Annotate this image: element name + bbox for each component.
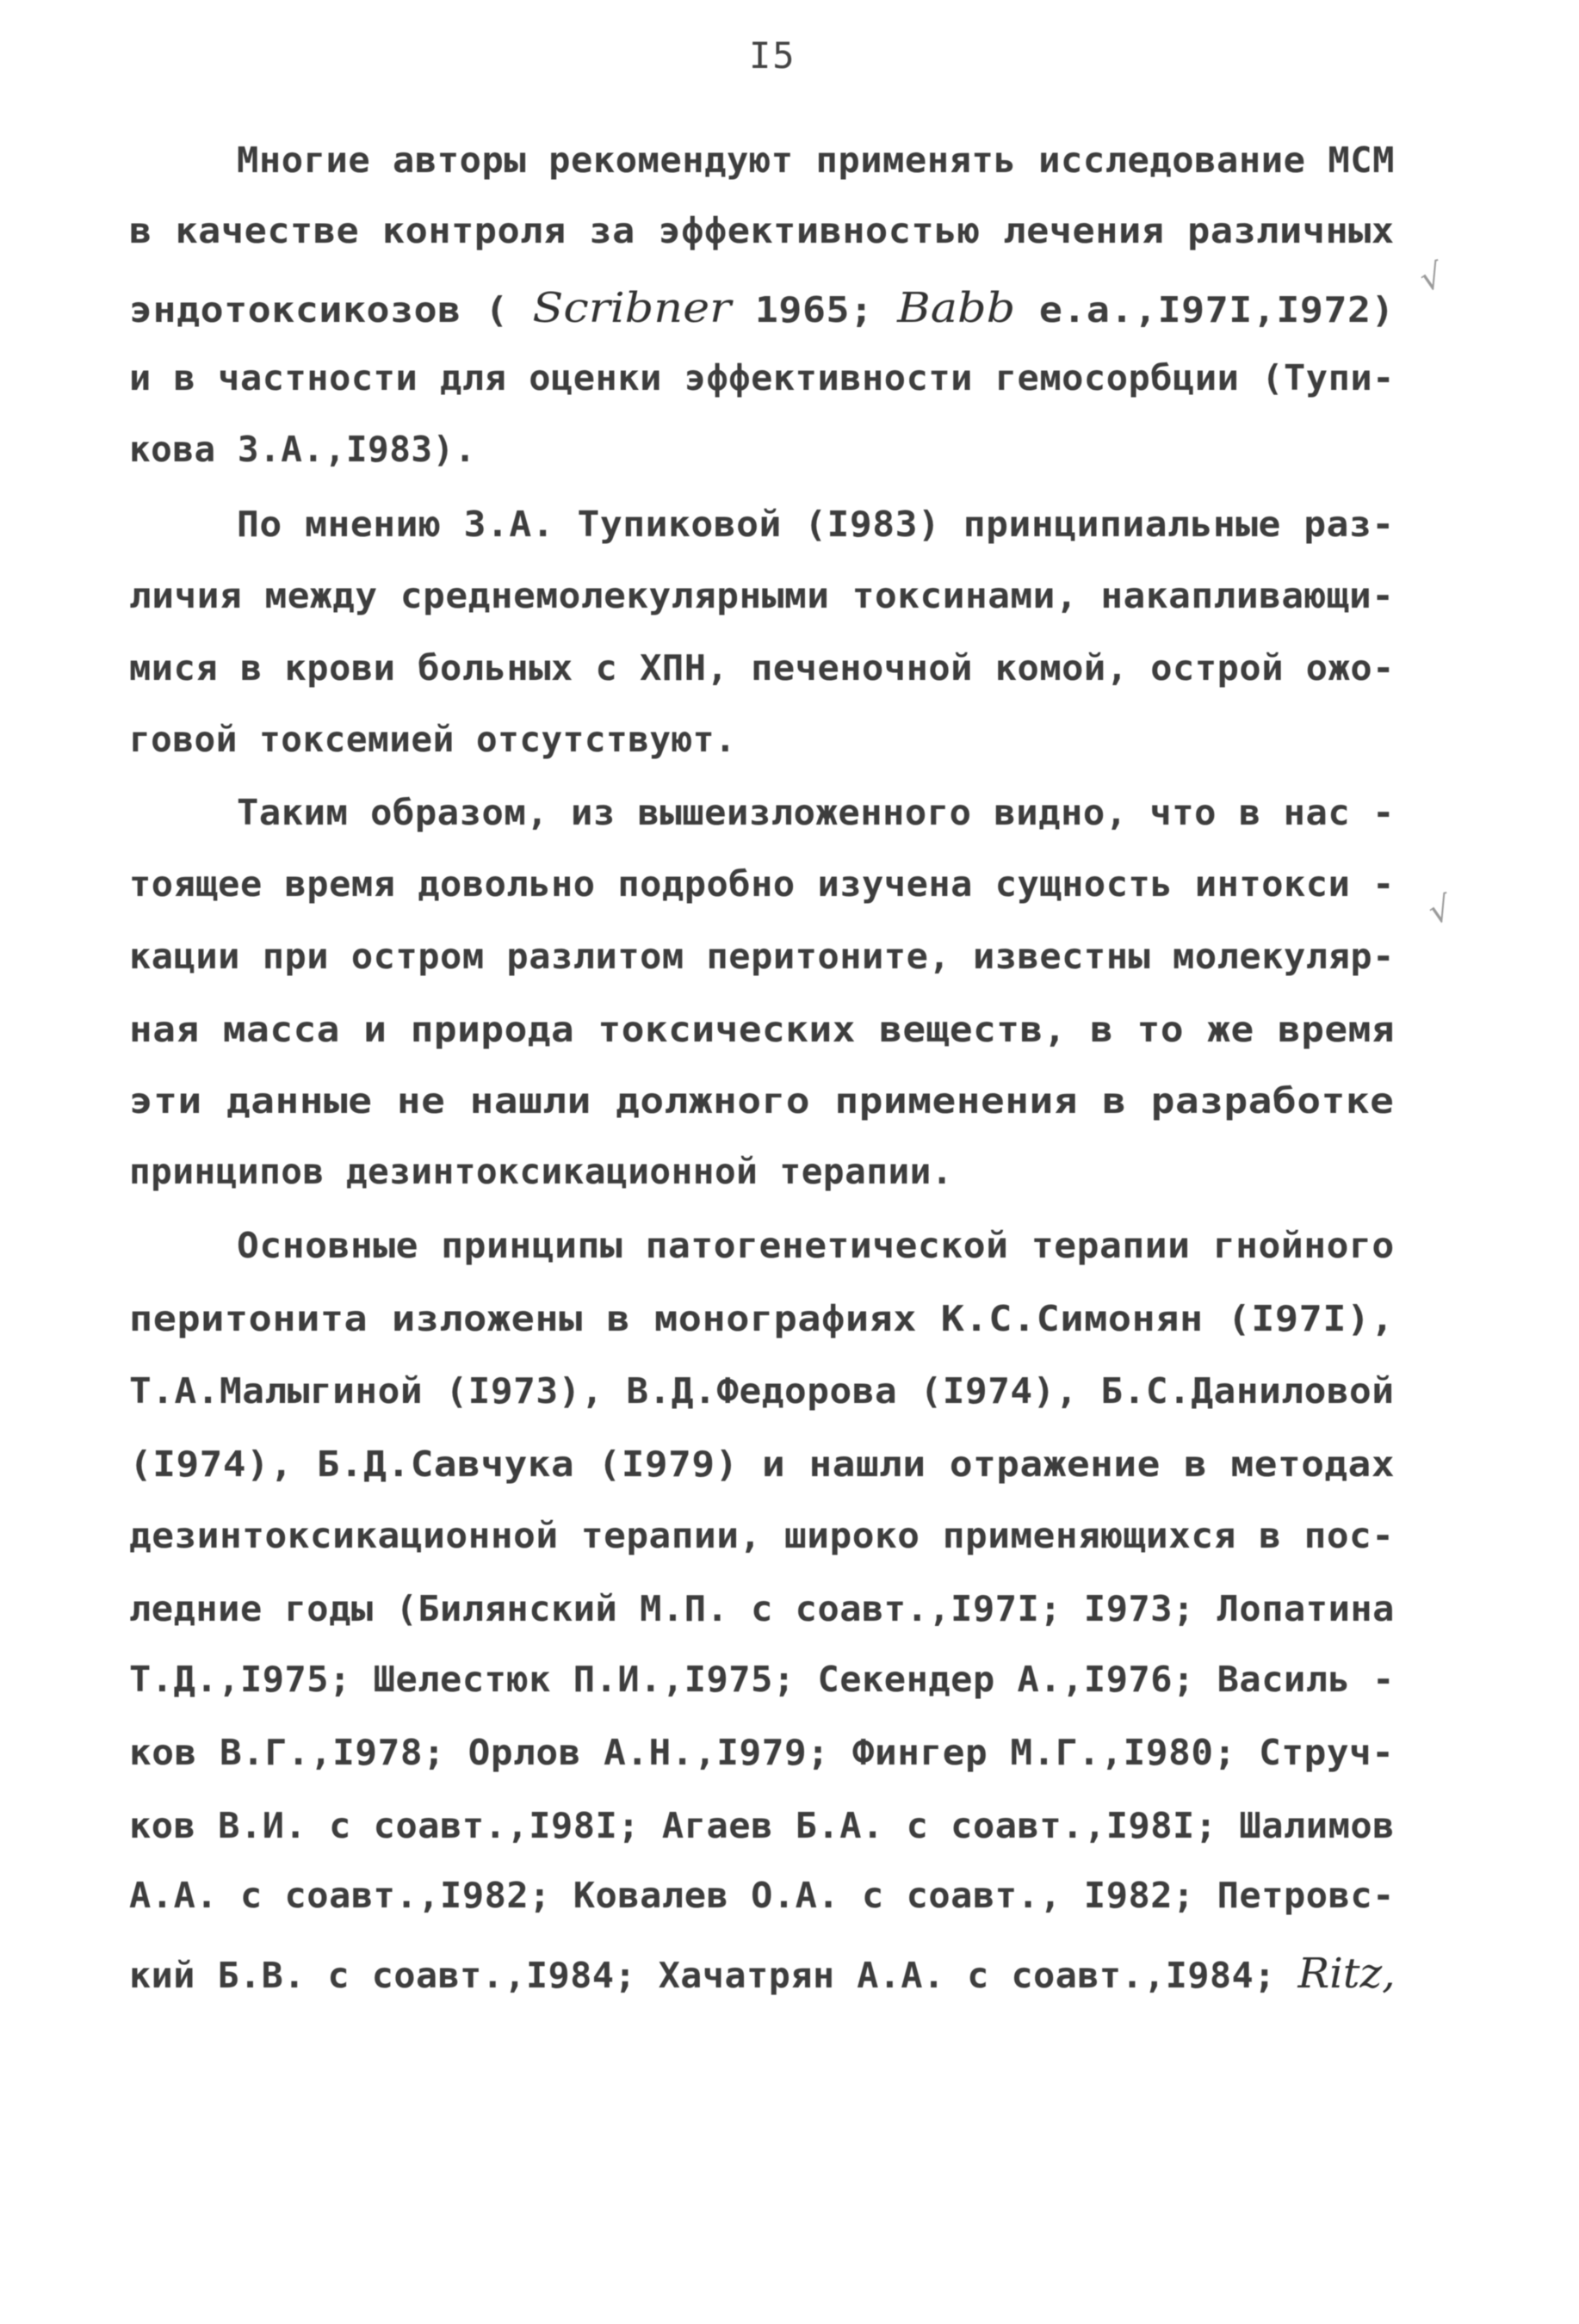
line-segment: e.a.,I97I,I972)	[1015, 289, 1396, 331]
text-line: Многие авторы рекомендуют применять исследование МСМ	[237, 139, 1395, 181]
text-line: ная масса и природа токсических веществ, в то же время	[129, 1009, 1396, 1050]
page-number: I5	[749, 34, 796, 77]
text-line: эти данные не нашли должного применения в разработке	[129, 1080, 1395, 1122]
text-line: А.А. с соавт.,I982; Ковалев О.А. с соавт., I982; Петровс-	[129, 1875, 1395, 1916]
line-segment: кий Б.В. с соавт.,I984; Хачатрян А.А. с соавт.,I984;	[129, 1955, 1298, 1996]
text-line: принципов дезинтоксикационной терапии.	[129, 1151, 953, 1192]
text-line	[129, 1950, 1396, 1998]
handwritten-name: Babb	[897, 284, 1016, 332]
text-line: кова З.А.,I983).	[129, 429, 476, 470]
text-line: мися в крови больных с ХПН, печеночной комой, острой ожо-	[129, 647, 1395, 689]
margin-check-mark: √	[1424, 888, 1457, 933]
text-line: Таким образом, из вышеизложенного видно, что в нас -	[237, 792, 1395, 833]
margin-check-mark: √	[1415, 256, 1448, 300]
text-line: Основные принципы патогенетической терапии гнойного	[237, 1225, 1395, 1266]
text-line: личия между среднемолекулярными токсинами, накапливающи-	[129, 575, 1395, 616]
text-line: (I974), Б.Д.Савчука (I979) и нашли отражение в методах	[129, 1443, 1396, 1485]
text-line: дезинтоксикационной терапии, широко применяющихся в пос-	[129, 1515, 1395, 1556]
handwritten-name: Ritz,	[1297, 1950, 1396, 1998]
handwritten-name: Scribner	[532, 284, 732, 332]
text-line: кации при остром разлитом перитоните, известны молекуляр-	[129, 936, 1395, 977]
text-line: тоящее время довольно подробно изучена сущность интокси -	[129, 863, 1395, 905]
text-line: в качестве контроля за эффективностью лечения различных	[129, 210, 1395, 251]
text-line: и в частности для оценки эффективности гемосорбции (Тупи-	[129, 357, 1395, 399]
text-line: ков В.И. с соавт.,I98I; Агаев Б.А. с соавт.,I98I; Шалимов	[129, 1805, 1395, 1846]
text-line: Т.А.Малыгиной (I973), В.Д.Федорова (I974), Б.С.Даниловой	[129, 1370, 1395, 1412]
line-segment: эндотоксикозов (	[129, 289, 533, 331]
text-line: По мнению З.А. Тупиковой (I983) принципиальные раз-	[237, 504, 1395, 545]
text-line: перитонита изложены в монографиях К.С.Симонян (I97I),	[129, 1298, 1395, 1339]
text-line	[129, 284, 1395, 332]
text-line: Т.Д.,I975; Шелестюк П.И.,I975; Секендер А.,I976; Василь -	[129, 1659, 1395, 1700]
text-line: говой токсемией отсутствуют.	[129, 719, 737, 760]
text-line: ков В.Г.,I978; Орлов А.Н.,I979; Фингер М.Г.,I980; Струч-	[129, 1732, 1395, 1773]
text-line: ледние годы (Билянский М.П. с соавт.,I97I; I973; Лопатина	[129, 1588, 1395, 1629]
line-segment: 1965;	[731, 289, 898, 331]
